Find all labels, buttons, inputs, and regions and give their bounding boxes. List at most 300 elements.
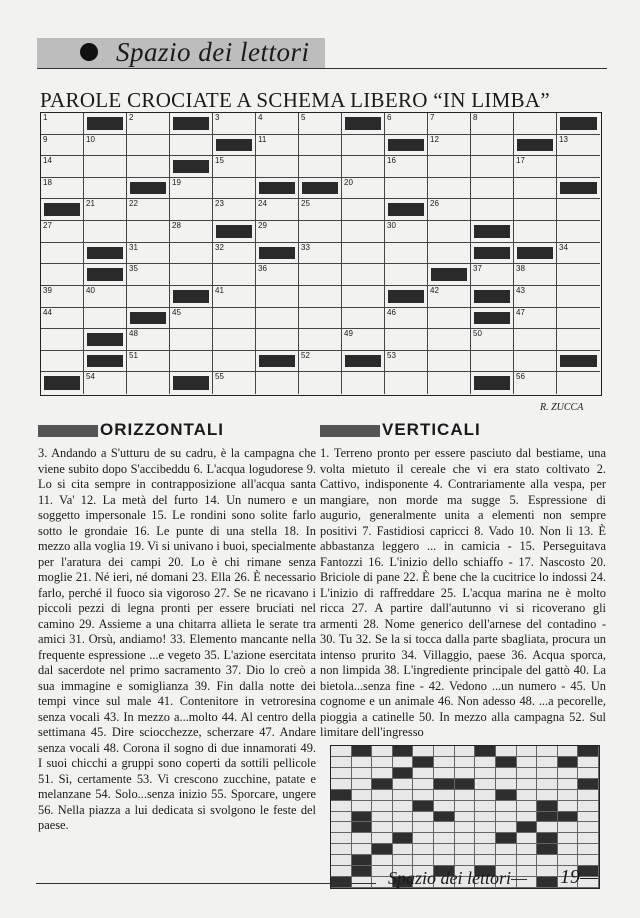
crossword-black-cell <box>514 135 557 157</box>
solution-cell <box>352 768 373 779</box>
solution-cell <box>578 833 599 844</box>
crossword-cell <box>514 351 557 373</box>
crossword-cell <box>385 178 428 200</box>
solution-cell <box>558 779 579 790</box>
crossword-cell <box>299 351 342 373</box>
crossword-cell <box>127 221 170 243</box>
crossword-cell <box>514 329 557 351</box>
crossword-cell <box>471 264 514 286</box>
crossword-cell <box>428 199 471 221</box>
crossword-cell <box>557 156 600 178</box>
solution-cell <box>413 790 434 801</box>
solution-cell <box>434 833 455 844</box>
clue-number: 8 <box>473 113 478 122</box>
verticali-clues: 1. Terreno pronto per essere pasciuto dal bestiame, una volta mietuto il cereale che vi era stato coltivato 2. Cattivo, indisponente 4. Contrariamente alla vespa, per mangiare, non morde ma sugge 5. Espressione di augurio, generalmente unita a elementi non sempre positivi 7. Fastidiosi capricci 8. Vado 10. Non lì 13. È abbastanza leggero ... in camicia - 15. Perseguitava Fantozzi 16. L'inizio dello schiaffo - 17. Nascosto 20. Briciole di pane 22. È bene che la cucitrice lo indossi 24. L'inizio di raffreddare 25. L'acqua marina ne è molto ricca 27. A partire dall'autunno vi si ricoverano gli armenti 28. Nome generico dell'arnese del contadino - 30. Tu 32. Se la si tocca dalla parte sbagliata, procura un intenso prurito 34. Villaggio, paese 36. Acqua sporca, non limpida 38. L'ingrediente principale del gattò 40. La bietola...senza fine - 42. Vedono ...un numero - 45. Un cognome e un animale 46. Non adesso 48. ...a pecorelle, pioggia a catinelle 50. In mezzo alla campagna 52. Sul limitare dell'ingresso <box>320 446 606 739</box>
clue-number: 21 <box>86 199 95 209</box>
solution-cell <box>393 757 414 768</box>
crossword-cell <box>41 351 84 373</box>
solution-cell <box>475 855 496 866</box>
solution-cell <box>475 844 496 855</box>
crossword-cell <box>41 178 84 200</box>
crossword-cell <box>170 221 213 243</box>
solution-cell <box>517 757 538 768</box>
crossword-cell <box>342 372 385 394</box>
crossword-cell <box>471 178 514 200</box>
solution-cell <box>537 768 558 779</box>
crossword-black-cell <box>385 286 428 308</box>
crossword-black-cell <box>256 178 299 200</box>
crossword-black-cell <box>170 286 213 308</box>
solution-cell <box>434 855 455 866</box>
solution-cell <box>434 779 455 790</box>
crossword-cell <box>213 199 256 221</box>
solution-cell <box>517 812 538 823</box>
solution-cell <box>372 855 393 866</box>
crossword-cell <box>299 372 342 394</box>
solution-cell <box>537 757 558 768</box>
heading-bar <box>38 425 98 437</box>
crossword-black-cell <box>342 113 385 135</box>
solution-cell <box>455 844 476 855</box>
solution-cell <box>558 746 579 757</box>
clue-number: 22 <box>129 199 138 209</box>
solution-cell <box>434 812 455 823</box>
crossword-cell <box>557 243 600 265</box>
solution-cell <box>434 746 455 757</box>
solution-cell <box>434 844 455 855</box>
clue-number: 9 <box>43 134 48 144</box>
crossword-black-cell <box>299 178 342 200</box>
heading-bar <box>320 425 380 437</box>
solution-cell <box>331 855 352 866</box>
clue-number: 4 <box>258 113 263 122</box>
crossword-cell <box>127 199 170 221</box>
solution-cell <box>537 833 558 844</box>
clue-number: 1 <box>43 113 48 122</box>
solution-cell <box>537 801 558 812</box>
crossword-cell <box>127 135 170 157</box>
solution-cell <box>475 746 496 757</box>
crossword-cell <box>41 329 84 351</box>
clue-number: 46 <box>387 307 396 317</box>
crossword-cell <box>471 329 514 351</box>
solution-cell <box>413 746 434 757</box>
clue-number: 18 <box>43 177 52 187</box>
clue-number: 32 <box>215 242 224 252</box>
solution-cell <box>475 822 496 833</box>
crossword-cell <box>385 113 428 135</box>
solution-cell <box>352 801 373 812</box>
solution-cell <box>578 822 599 833</box>
clue-number: 17 <box>516 156 525 166</box>
solution-cell <box>413 779 434 790</box>
solution-cell <box>393 812 414 823</box>
verticali-heading-label: VERTICALI <box>382 420 481 439</box>
solution-cell <box>455 768 476 779</box>
crossword-cell <box>170 264 213 286</box>
solution-cell <box>372 757 393 768</box>
solution-cell <box>537 779 558 790</box>
crossword-cell <box>299 308 342 330</box>
crossword-cell <box>170 199 213 221</box>
crossword-cell <box>170 135 213 157</box>
solution-cell <box>393 746 414 757</box>
clue-number: 13 <box>559 134 568 144</box>
clue-number: 36 <box>258 264 267 274</box>
solution-cell <box>352 746 373 757</box>
clue-number: 30 <box>387 221 396 231</box>
crossword-cell <box>342 178 385 200</box>
solution-cell <box>352 812 373 823</box>
solution-cell <box>352 757 373 768</box>
crossword-cell <box>41 221 84 243</box>
crossword-cell <box>557 286 600 308</box>
solution-cell <box>331 844 352 855</box>
crossword-cell <box>471 135 514 157</box>
solution-cell <box>475 801 496 812</box>
crossword-cell <box>557 329 600 351</box>
crossword-cell <box>256 286 299 308</box>
solution-cell <box>455 757 476 768</box>
clue-number: 51 <box>129 350 138 360</box>
crossword-black-cell <box>385 199 428 221</box>
solution-cell <box>372 768 393 779</box>
clue-number: 11 <box>258 134 267 144</box>
solution-cell <box>331 768 352 779</box>
solution-cell <box>331 822 352 833</box>
footer-label: Spazio dei lettori— <box>388 868 527 888</box>
solution-cell <box>578 746 599 757</box>
crossword-cell <box>514 372 557 394</box>
solution-cell <box>537 844 558 855</box>
solution-cell <box>434 757 455 768</box>
crossword-cell <box>256 135 299 157</box>
crossword-cell <box>557 308 600 330</box>
crossword-black-cell <box>170 156 213 178</box>
solution-cell <box>393 833 414 844</box>
crossword-cell <box>385 243 428 265</box>
clue-number: 42 <box>430 285 439 295</box>
crossword-cell <box>428 329 471 351</box>
solution-cell <box>475 768 496 779</box>
solution-cell <box>537 812 558 823</box>
clue-number: 27 <box>43 221 52 231</box>
crossword-cell <box>127 264 170 286</box>
solution-cell <box>352 855 373 866</box>
solution-cell <box>517 801 538 812</box>
clue-number: 14 <box>43 156 52 166</box>
solution-cell <box>434 790 455 801</box>
crossword-cell <box>41 286 84 308</box>
solution-cell <box>558 790 579 801</box>
solution-cell <box>413 768 434 779</box>
solution-cell <box>331 746 352 757</box>
solution-cell <box>393 768 414 779</box>
clue-number: 16 <box>387 156 396 166</box>
solution-cell <box>558 768 579 779</box>
clue-number: 5 <box>301 113 306 122</box>
crossword-cell <box>385 221 428 243</box>
crossword-black-cell <box>84 113 127 135</box>
solution-cell <box>434 822 455 833</box>
crossword-cell <box>557 372 600 394</box>
crossword-cell <box>428 113 471 135</box>
crossword-cell <box>428 178 471 200</box>
crossword-cell <box>84 156 127 178</box>
crossword-cell <box>41 135 84 157</box>
crossword-cell <box>428 286 471 308</box>
crossword-black-cell <box>170 113 213 135</box>
crossword-cell <box>256 264 299 286</box>
clue-number: 28 <box>172 221 181 231</box>
crossword-black-cell <box>84 264 127 286</box>
solution-cell <box>331 757 352 768</box>
crossword-cell <box>342 156 385 178</box>
solution-cell <box>372 801 393 812</box>
crossword-black-cell <box>127 308 170 330</box>
clue-number: 54 <box>86 372 95 382</box>
clue-number: 47 <box>516 307 525 317</box>
solution-cell <box>393 801 414 812</box>
crossword-cell <box>127 372 170 394</box>
solution-cell <box>517 855 538 866</box>
crossword-cell <box>342 135 385 157</box>
solution-cell <box>331 812 352 823</box>
clue-number: 29 <box>258 221 267 231</box>
solution-cell <box>331 779 352 790</box>
crossword-black-cell <box>127 178 170 200</box>
clue-number: 38 <box>516 264 525 274</box>
crossword-cell <box>84 221 127 243</box>
solution-cell <box>455 833 476 844</box>
crossword-cell <box>213 308 256 330</box>
crossword-cell <box>213 351 256 373</box>
crossword-cell <box>514 286 557 308</box>
crossword-cell <box>299 113 342 135</box>
crossword-cell <box>385 264 428 286</box>
solution-cell <box>578 768 599 779</box>
clue-number: 33 <box>301 242 310 252</box>
solution-cell <box>455 855 476 866</box>
crossword-black-cell <box>557 351 600 373</box>
crossword-cell <box>213 156 256 178</box>
crossword-cell <box>299 221 342 243</box>
crossword-cell <box>84 199 127 221</box>
solution-cell <box>372 746 393 757</box>
crossword-cell <box>342 329 385 351</box>
crossword-cell <box>342 308 385 330</box>
crossword-cell <box>41 264 84 286</box>
clue-number: 52 <box>301 350 310 360</box>
solution-cell <box>393 822 414 833</box>
solution-cell <box>517 746 538 757</box>
solution-cell <box>393 790 414 801</box>
clue-number: 26 <box>430 199 439 209</box>
crossword-black-cell <box>256 351 299 373</box>
solution-cell <box>558 855 579 866</box>
crossword-cell <box>213 264 256 286</box>
crossword-cell <box>256 113 299 135</box>
solution-cell <box>455 801 476 812</box>
crossword-cell <box>471 156 514 178</box>
clue-number: 7 <box>430 113 435 122</box>
solution-cell <box>578 812 599 823</box>
solution-cell <box>558 801 579 812</box>
crossword-cell <box>471 113 514 135</box>
crossword-cell <box>385 156 428 178</box>
crossword-cell <box>213 178 256 200</box>
solution-cell <box>496 757 517 768</box>
solution-cell <box>372 822 393 833</box>
crossword-black-cell <box>385 135 428 157</box>
solution-cell <box>496 779 517 790</box>
crossword-cell <box>170 351 213 373</box>
solution-cell <box>455 790 476 801</box>
crossword-black-cell <box>213 221 256 243</box>
crossword-cell <box>213 113 256 135</box>
solution-cell <box>558 833 579 844</box>
solution-cell <box>496 812 517 823</box>
crossword-cell <box>213 243 256 265</box>
solution-cell <box>413 844 434 855</box>
solution-cell <box>496 768 517 779</box>
solution-cell <box>372 812 393 823</box>
crossword-cell <box>514 156 557 178</box>
crossword-cell <box>428 243 471 265</box>
crossword-black-cell <box>84 351 127 373</box>
crossword-black-cell <box>557 178 600 200</box>
crossword-cell <box>170 243 213 265</box>
solution-cell <box>578 855 599 866</box>
crossword-black-cell <box>84 329 127 351</box>
solution-cell <box>475 812 496 823</box>
solution-cell <box>496 801 517 812</box>
footer-rule <box>36 883 376 884</box>
clue-number: 37 <box>473 264 482 274</box>
crossword-black-cell <box>557 113 600 135</box>
solution-cell <box>413 757 434 768</box>
solution-cell <box>455 746 476 757</box>
crossword-black-cell <box>471 243 514 265</box>
crossword-cell <box>41 308 84 330</box>
crossword-black-cell <box>471 221 514 243</box>
crossword-cell <box>41 113 84 135</box>
crossword-cell <box>514 113 557 135</box>
clue-number: 24 <box>258 199 267 209</box>
crossword-cell <box>471 351 514 373</box>
clue-number: 23 <box>215 199 224 209</box>
crossword-cell <box>514 221 557 243</box>
crossword-black-cell <box>471 308 514 330</box>
crossword-cell <box>170 329 213 351</box>
crossword-cell <box>385 329 428 351</box>
section-title: Spazio dei lettori <box>116 37 310 67</box>
solution-cell <box>352 833 373 844</box>
clue-number: 40 <box>86 285 95 295</box>
solution-cell <box>372 833 393 844</box>
solution-cell <box>331 790 352 801</box>
crossword-cell <box>299 135 342 157</box>
clue-number: 50 <box>473 329 482 339</box>
solution-cell <box>578 790 599 801</box>
clue-number: 15 <box>215 156 224 166</box>
crossword-cell <box>557 221 600 243</box>
clue-number: 2 <box>129 113 134 122</box>
solution-cell <box>578 757 599 768</box>
crossword-cell <box>256 308 299 330</box>
crossword-cell <box>428 156 471 178</box>
solution-cell <box>517 768 538 779</box>
clue-number: 25 <box>301 199 310 209</box>
orizzontali-clues: 3. Andando a S'utturu de su cadru, è la campagna che viene subito dopo S'accibeddu 6. L'acqua logudorese 9. Lo si cita sempre in contrapposizione all'acqua santa 11. Va' 12. La metà del furto 14. Un numero e un soggetto impersonale 15. Le rondini sono solite farlo sotto le grondaie 16. Le punte di una stella 18. In mezzo alla voglia 19. Vi si univano i buoi, specialmente per l'aratura dei campi 20. Lo è chi rimane senza moglie 21. Né ieri, né domani 23. Ella 26. È necessario farlo, perché il fuoco sia vigoroso 27. Se ne ricavano i piccoli pezzi di legna pronti per essere bruciati nel camino 29. Assieme a una chitarra allieta le serate tra amici 31. Orsù, andiamo! 33. Elemento mancante nella frequente espressione ...e vegeto 35. L'azione esercitata dal sacerdote nel primo sacramento 37. Dio lo creò a sua immagine e somiglianza 39. Fin dalla notte dei tempi vince sul male 41. Contenitore in vetroresina senza vocali 43. In mezzo a...molto 44. Al centro della settimana 45. Dire sciocchezze, scherzare 47. Andare senza vocali 48. Corona il sogno di due innamorati 49. I suoi chicchi a gruppi sono coperti da sottili pellicole 51. Sì, certamente 53. Vi crescono zucchine, patate e melanzane 54. Solo...senza inizio 55. Sporcare, ungere 56. Nella piazza a lui dedicata si svolgono le feste del paese. <box>38 446 316 832</box>
solution-cell <box>496 822 517 833</box>
solution-cell <box>352 779 373 790</box>
solution-cell <box>393 779 414 790</box>
solution-cell <box>352 790 373 801</box>
clue-number: 48 <box>129 329 138 339</box>
crossword-cell <box>557 199 600 221</box>
solution-cell <box>517 779 538 790</box>
crossword-cell <box>256 329 299 351</box>
clue-number: 39 <box>43 285 52 295</box>
page-number: 19— <box>560 866 598 888</box>
solution-cell <box>537 822 558 833</box>
solution-cell <box>393 855 414 866</box>
crossword-cell <box>557 135 600 157</box>
clue-number: 44 <box>43 307 52 317</box>
crossword-cell <box>342 286 385 308</box>
crossword-cell <box>514 199 557 221</box>
clue-number: 53 <box>387 350 396 360</box>
clue-number: 10 <box>86 134 95 144</box>
clue-number: 41 <box>215 285 224 295</box>
crossword-black-cell <box>256 243 299 265</box>
crossword-cell <box>41 156 84 178</box>
solution-cell <box>537 790 558 801</box>
crossword-cell <box>213 286 256 308</box>
solution-cell <box>372 844 393 855</box>
solution-cell <box>434 801 455 812</box>
solution-cell <box>475 757 496 768</box>
solution-cell <box>455 822 476 833</box>
orizzontali-heading <box>38 419 288 441</box>
crossword-cell <box>299 329 342 351</box>
solution-cell <box>517 844 538 855</box>
crossword-cell <box>385 351 428 373</box>
solution-cell <box>517 833 538 844</box>
crossword-cell <box>127 286 170 308</box>
solution-cell <box>537 877 558 888</box>
crossword-cell <box>127 156 170 178</box>
crossword-title: PAROLE CROCIATE A SCHEMA LIBERO “IN LIMBA” <box>40 88 551 112</box>
crossword-cell <box>84 135 127 157</box>
solution-cell <box>578 844 599 855</box>
clue-number: 6 <box>387 113 392 122</box>
solution-cell <box>578 779 599 790</box>
solution-cell <box>537 746 558 757</box>
solution-cell <box>352 866 373 877</box>
crossword-cell <box>170 178 213 200</box>
crossword-cell <box>256 372 299 394</box>
solution-cell <box>331 833 352 844</box>
solution-cell <box>352 822 373 833</box>
bullet-dot-icon <box>80 43 98 61</box>
crossword-black-cell <box>84 243 127 265</box>
crossword-cell <box>41 243 84 265</box>
solution-cell <box>393 844 414 855</box>
solution-cell <box>413 855 434 866</box>
solution-cell <box>413 833 434 844</box>
